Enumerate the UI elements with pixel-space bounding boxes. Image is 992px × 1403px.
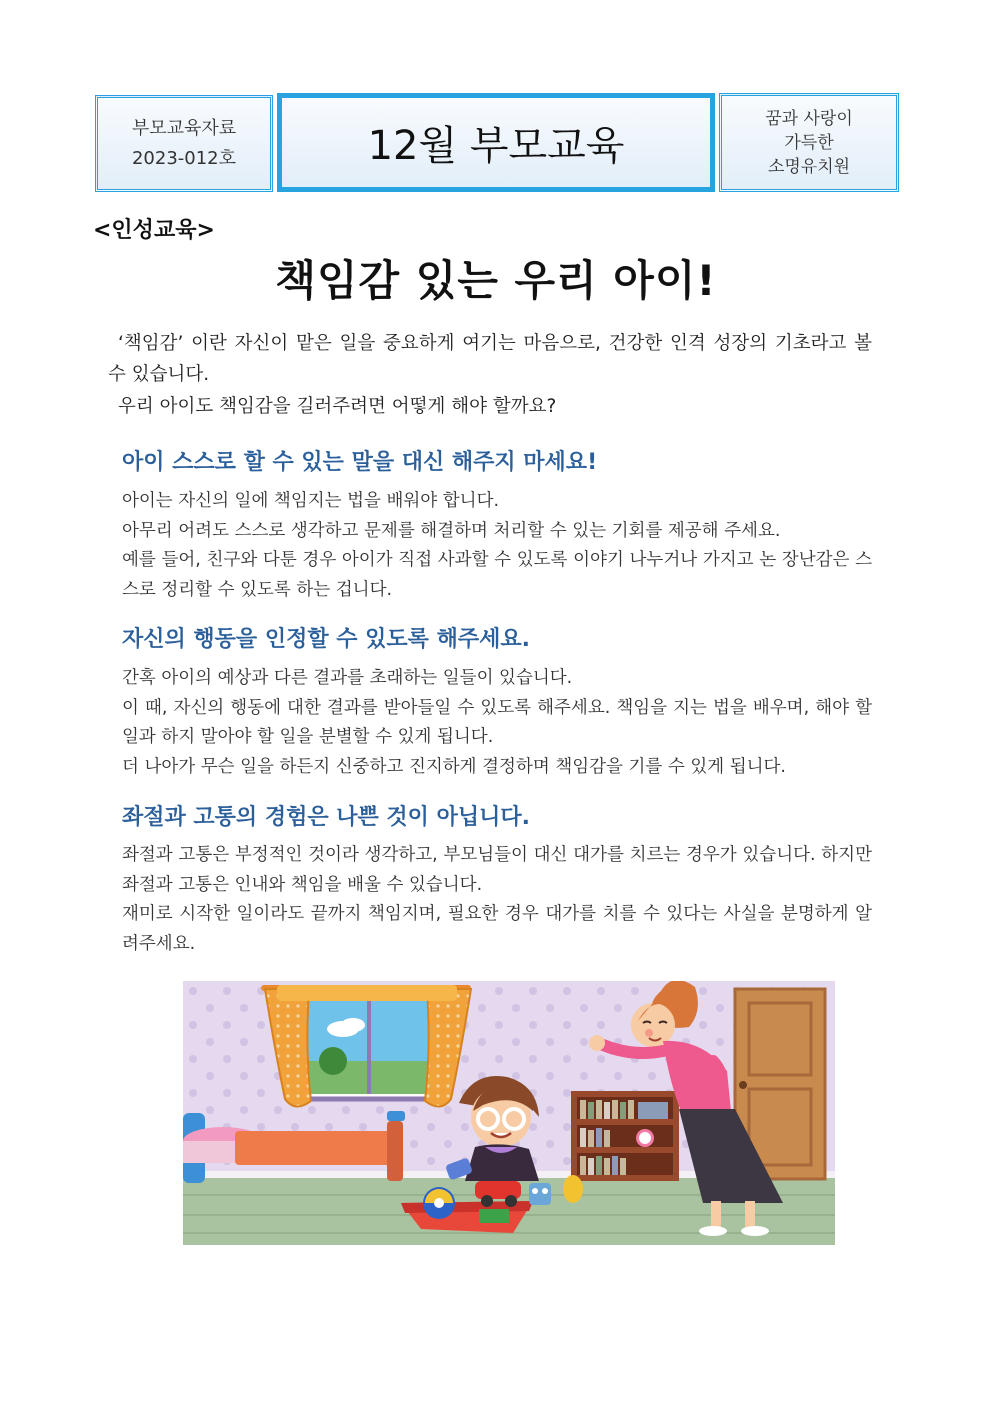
school-name: 소명유치원 [767,156,851,177]
section-body [122,841,872,959]
intro-question: 우리 아이도 책임감을 길러주려면 어떻게 해야 할까요? [118,396,557,417]
section-paragraph: 재미로 시작한 일이라도 끝까지 책임지며, 필요한 경우 대가를 치를 수 있다는 사실을 분명하게 알려주세요. [122,904,872,954]
section-body [122,487,872,605]
page-title: 12월 부모교육 [367,123,625,169]
document-type-label: 부모교육자료 [131,117,237,139]
page-title-box [277,93,715,192]
bookshelf [571,1091,679,1181]
document-number: 2023-012호 [131,147,237,169]
school-slogan-line1: 꿈과 사랑이 [765,108,853,129]
main-title: 책임감 있는 우리 아이! [275,256,717,305]
section-heading: 아이 스스로 할 수 있는 말을 대신 해주지 마세요! [122,450,598,475]
section-heading: 좌절과 고통의 경험은 나쁜 것이 아닙니다. [122,805,530,830]
document-info-box [95,95,273,192]
section-heading: 자신의 행동을 인정할 수 있도록 해주세요. [122,627,530,652]
section-body [122,664,872,782]
section-paragraph: 아무리 어려도 스스로 생각하고 문제를 해결하며 처리할 수 있는 기회를 제공해 주세요. [122,520,781,541]
child-cleaning-toys-illustration [183,981,835,1245]
school-name-box [719,93,899,192]
section-paragraph: 아이는 자신의 일에 책임지는 법을 배워야 합니다. [122,491,500,511]
window [303,989,433,1099]
section-paragraph: 간혹 아이의 예상과 다른 결과를 초래하는 일들이 있습니다. [122,668,573,688]
intro-paragraph: ‘책임감’ 이란 자신이 맡은 일을 중요하게 여기는 마음으로, 건강한 인격 성장의 기초라고 볼 수 있습니다. [108,333,872,385]
section-paragraph: 이 때, 자신의 행동에 대한 결과를 받아들일 수 있도록 해주세요. 책임을 지는 법을 배우며, 해야 할 일과 하지 말아야 할 일을 분별할 수 있게 됩니다. [122,697,872,747]
section-paragraph: 좌절과 고통은 부정적인 것이라 생각하고, 부모님들이 대신 대가를 치르는 경우가 있습니다. 하지만 좌절과 고통은 인내와 책임을 배울 수 있습니다. [122,845,872,895]
school-slogan-line2: 가득한 [784,132,834,153]
section-paragraph: 예를 들어, 친구와 다툰 경우 아이가 직접 사과할 수 있도록 이야기 나누거나 가지고 논 장난감은 스스로 정리할 수 있도록 하는 겁니다. [122,550,872,600]
section-paragraph: 더 나아가 무슨 일을 하든지 신중하고 진지하게 결정하며 책임감을 기를 수 있게 됩니다. [122,756,786,777]
section-tag: <인성교육> [93,218,215,243]
